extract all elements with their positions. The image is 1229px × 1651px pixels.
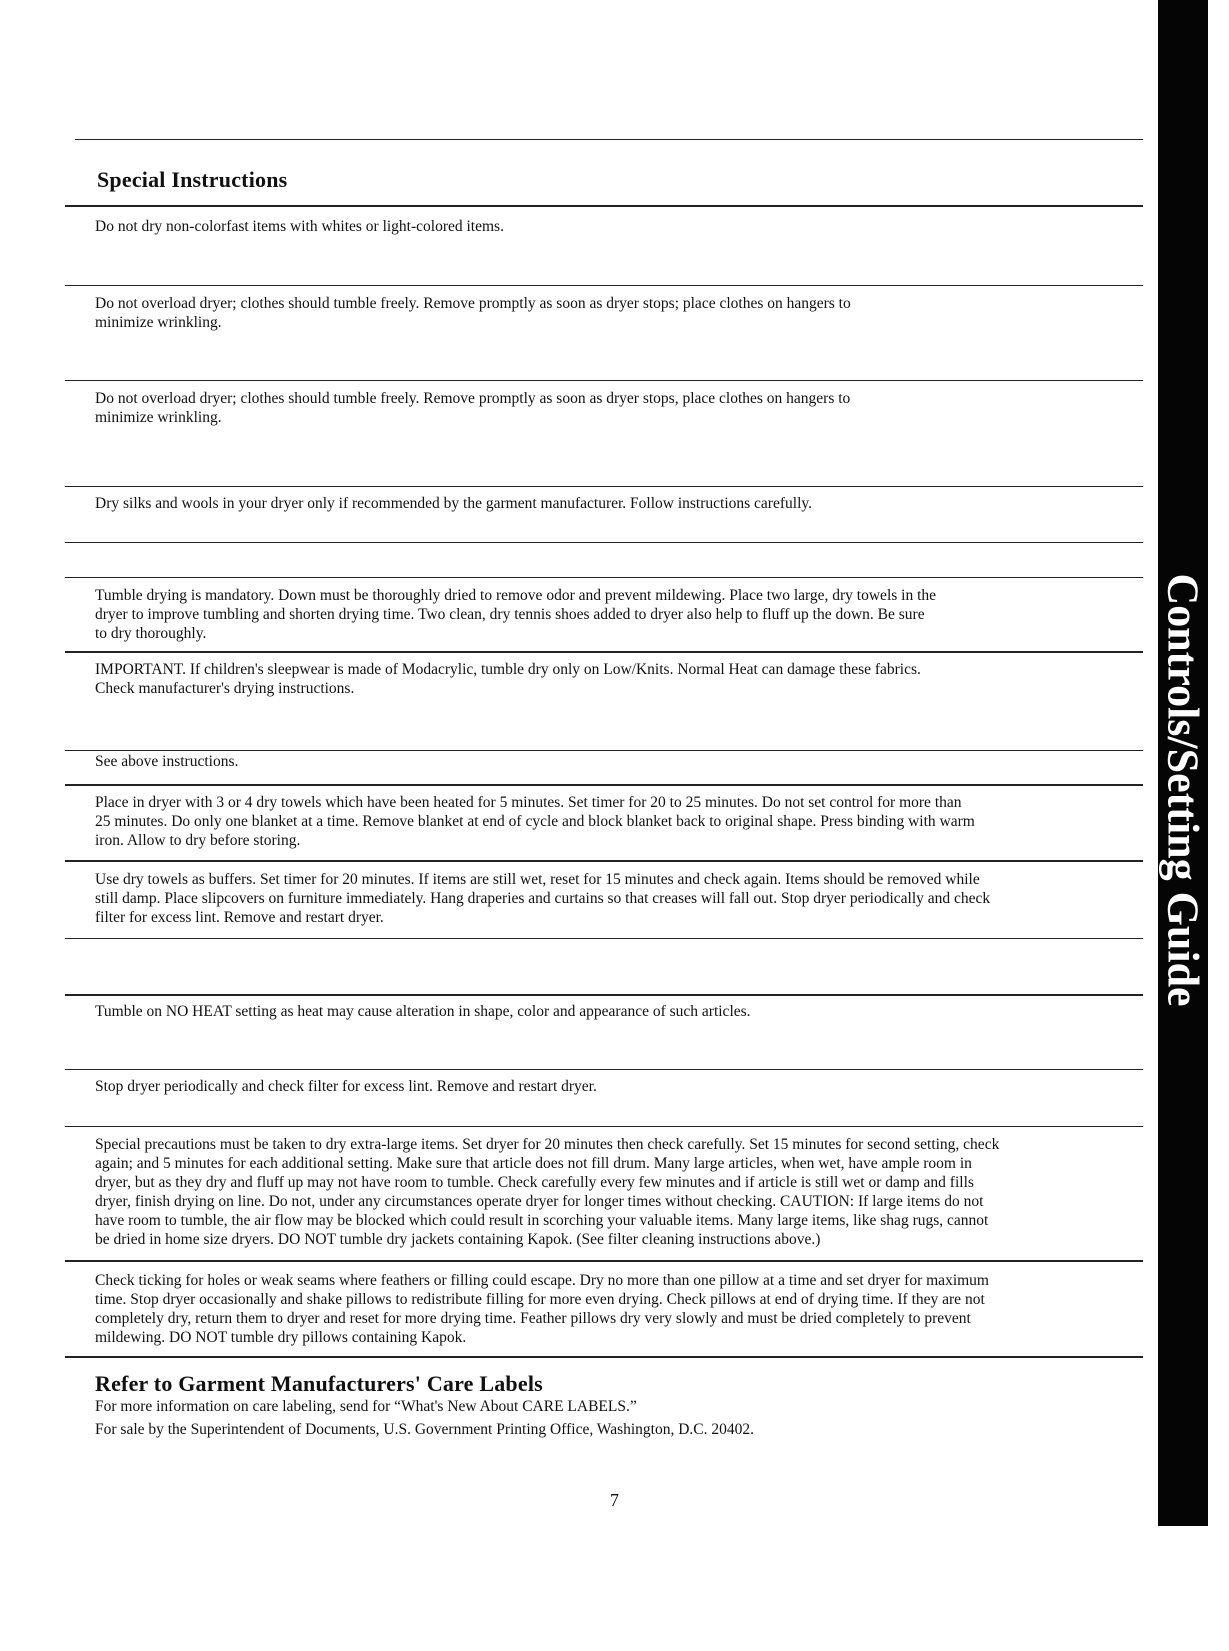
instruction-entry: IMPORTANT. If children's sleepwear is made of Modacrylic, tumble dry only on Low/Knits. Normal Heat can damage these fabrics. Check manufacturer's drying instructions. [95, 661, 921, 697]
instruction-entry: See above instructions. [95, 753, 239, 770]
divider [65, 750, 1143, 751]
instruction-entry: Place in dryer with 3 or 4 dry towels which have been heated for 5 minutes. Set timer for 20 to 25 minutes. Do not set control for more than 25 minutes. Do only one blanket at a time. Remove blanket at end of cycle and block blanket back to original shape. Press binding with warm iron. Allow to dry before storing. [95, 794, 975, 849]
divider [65, 285, 1143, 286]
divider [65, 784, 1143, 786]
divider [65, 542, 1143, 543]
divider [65, 1356, 1143, 1358]
divider [65, 205, 1143, 207]
instruction-entry: Do not overload dryer; clothes should tumble freely. Remove promptly as soon as dryer stops, place clothes on hangers to minimize wrinkling. [95, 390, 851, 426]
instruction-entry: Special precautions must be taken to dry extra-large items. Set dryer for 20 minutes then check carefully. Set 15 minutes for second setting, check again; and 5 minutes for each additional setting. Make sure that article does not fill drum. Many large articles, when wet, have ample room in dryer, but as they dry and fluff up may not have room to tumble. Check carefully every few minutes and if article is still wet or damp and fills dryer, finish drying on line. Do not, under any circumstances operate dryer for longer times without checking. CAUTION: If large items do not have room to tumble, the air flow may be blocked which could result in scorching your valuable items. Many large items, like shag rugs, cannot be dried in home size dryers. DO NOT tumble dry jackets containing Kapok. (See filter cleaning instructions above.) [95, 1136, 1000, 1248]
divider [65, 486, 1143, 487]
special-instructions-title: Special Instructions [97, 167, 288, 192]
care-labels-source: For sale by the Superintendent of Documents, U.S. Government Printing Office, Washington, D.C. 20402. [95, 1421, 754, 1438]
divider [65, 1260, 1143, 1262]
care-labels-title: Refer to Garment Manufacturers' Care Labels [95, 1371, 543, 1396]
divider [65, 1069, 1143, 1070]
divider [65, 1126, 1143, 1127]
care-labels-info: For more information on care labeling, send for “What's New About CARE LABELS.” [95, 1398, 637, 1415]
instruction-entry: Tumble on NO HEAT setting as heat may cause alteration in shape, color and appearance of such articles. [95, 1003, 751, 1020]
instruction-entry: Do not dry non-colorfast items with whites or light-colored items. [95, 218, 504, 235]
divider [65, 380, 1143, 381]
page-number: 7 [610, 1490, 619, 1510]
divider [75, 139, 1143, 140]
divider [65, 938, 1143, 939]
divider [65, 860, 1143, 862]
instruction-entry: Stop dryer periodically and check filter for excess lint. Remove and restart dryer. [95, 1078, 597, 1095]
instruction-entry: Do not overload dryer; clothes should tumble freely. Remove promptly as soon as dryer stops; place clothes on hangers to minimize wrinkling. [95, 295, 851, 331]
instruction-entry: Use dry towels as buffers. Set timer for 20 minutes. If items are still wet, reset for 15 minutes and check again. Items should be removed while still damp. Place slipcovers on furniture immediately. Hang draperies and curtains so that creases will fall out. Stop dryer periodically and check filter for excess lint. Remove and restart dryer. [95, 871, 991, 926]
divider [65, 651, 1143, 653]
instruction-entry: Tumble drying is mandatory. Down must be thoroughly dried to remove odor and prevent mildewing. Place two large, dry towels in the dryer to improve tumbling and shorten drying time. Two clean, dry tennis shoes added to dryer also help to fluff up the down. Be sure to dry thoroughly. [95, 587, 937, 642]
divider [65, 577, 1143, 578]
instruction-entry: Check ticking for holes or weak seams where feathers or filling could escape. Dry no more than one pillow at a time and set dryer for maximum time. Stop dryer occasionally and shake pillows to redistribute filling for more even drying. Check pillows at end of drying time. If they are not completely dry, return them to dryer and reset for more drying time. Feather pillows dry very slowly and must be dried completely to prevent mildewing. DO NOT tumble dry pillows containing Kapok. [95, 1272, 989, 1346]
instruction-entry: Dry silks and wools in your dryer only if recommended by the garment manufacturer. Follow instructions carefully. [95, 495, 812, 512]
divider [65, 994, 1143, 996]
